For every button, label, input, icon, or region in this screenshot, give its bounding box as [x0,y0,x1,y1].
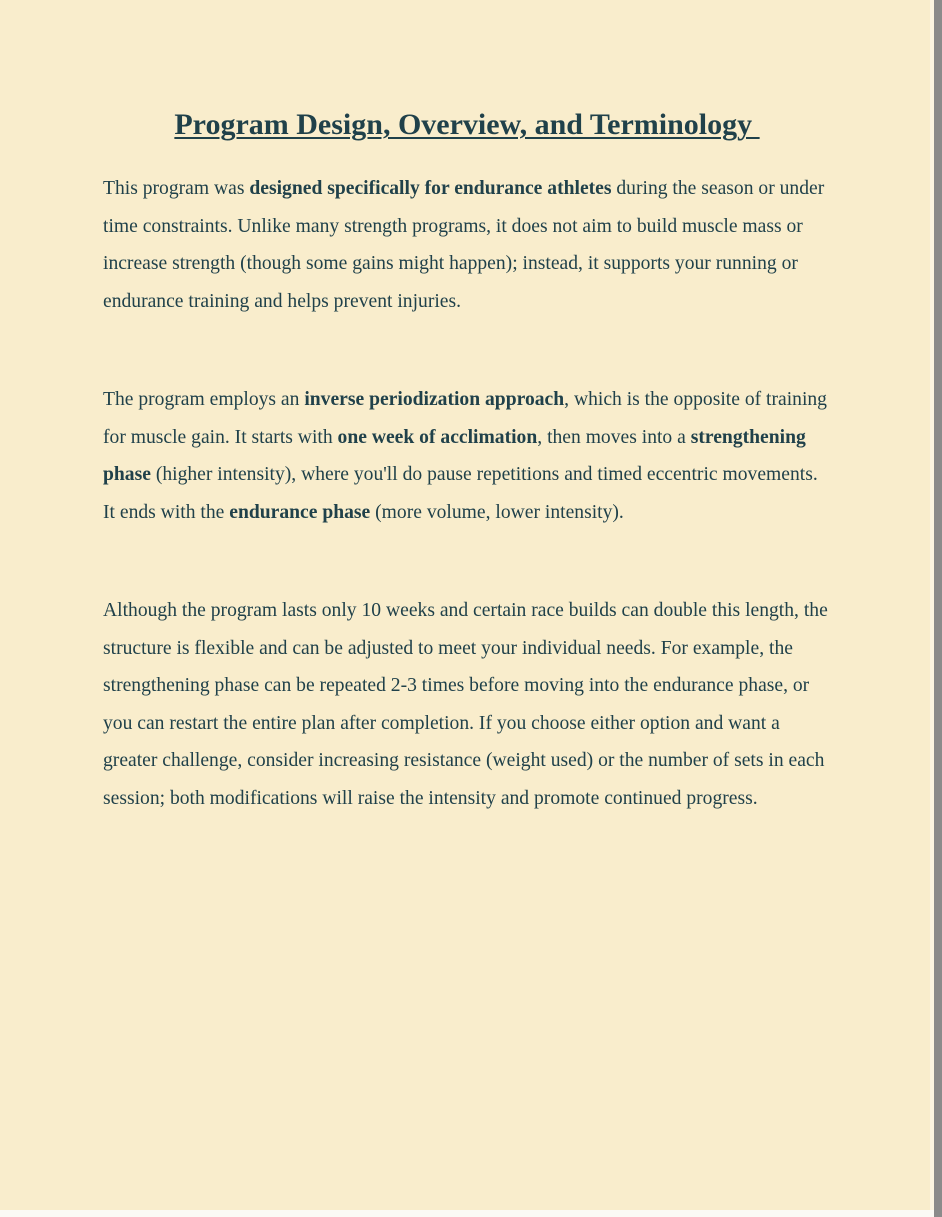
text-run: , then moves into a [537,426,691,448]
page-title [103,107,831,143]
document-body [103,170,831,817]
bold-text-run: designed specifically for endurance athletes [249,178,612,199]
text-run: during the season or under time constraints. Unlike many strength programs, it does not aim to build muscle mass or increase strength (though some gains might happen); instead, it supports your running or endurance training and helps prevent injuries. [103,178,825,312]
paragraph [103,170,831,320]
page-bottom-gap [0,1210,934,1217]
bold-text-run: one week of acclimation [337,426,538,448]
page-title-text: Program Design, Overview, and Terminology [174,108,760,141]
paragraph [103,592,831,817]
text-run: (higher intensity), where you'll do pause repetitions and timed eccentric movements. It ends with the [103,464,818,523]
text-run: This program was [103,178,250,199]
bold-text-run: endurance phase [229,501,371,523]
text-run: Although the program lasts only 10 weeks and certain race builds can double this length, the structure is flexible and can be adjusted to meet your individual needs. For example, the strengthening phase can be repeated 2-3 times before moving into the endurance phase, or you can restart the entire plan after completion. If you choose either option and want a greater challenge, consider increasing resistance (weight used) or the number of sets in each session; both modifications will raise the intensity and promote continued progress. [103,600,828,809]
bold-text-run: strengthening phase [103,426,806,485]
paragraph [103,381,831,531]
text-run: , which is the opposite of training for muscle gain. It starts with [103,389,827,448]
text-run: (more volume, lower intensity). [370,501,624,523]
text-run: The program employs an [103,389,305,410]
scrollbar[interactable] [934,0,942,1217]
bold-text-run: inverse periodization approach [304,389,565,410]
